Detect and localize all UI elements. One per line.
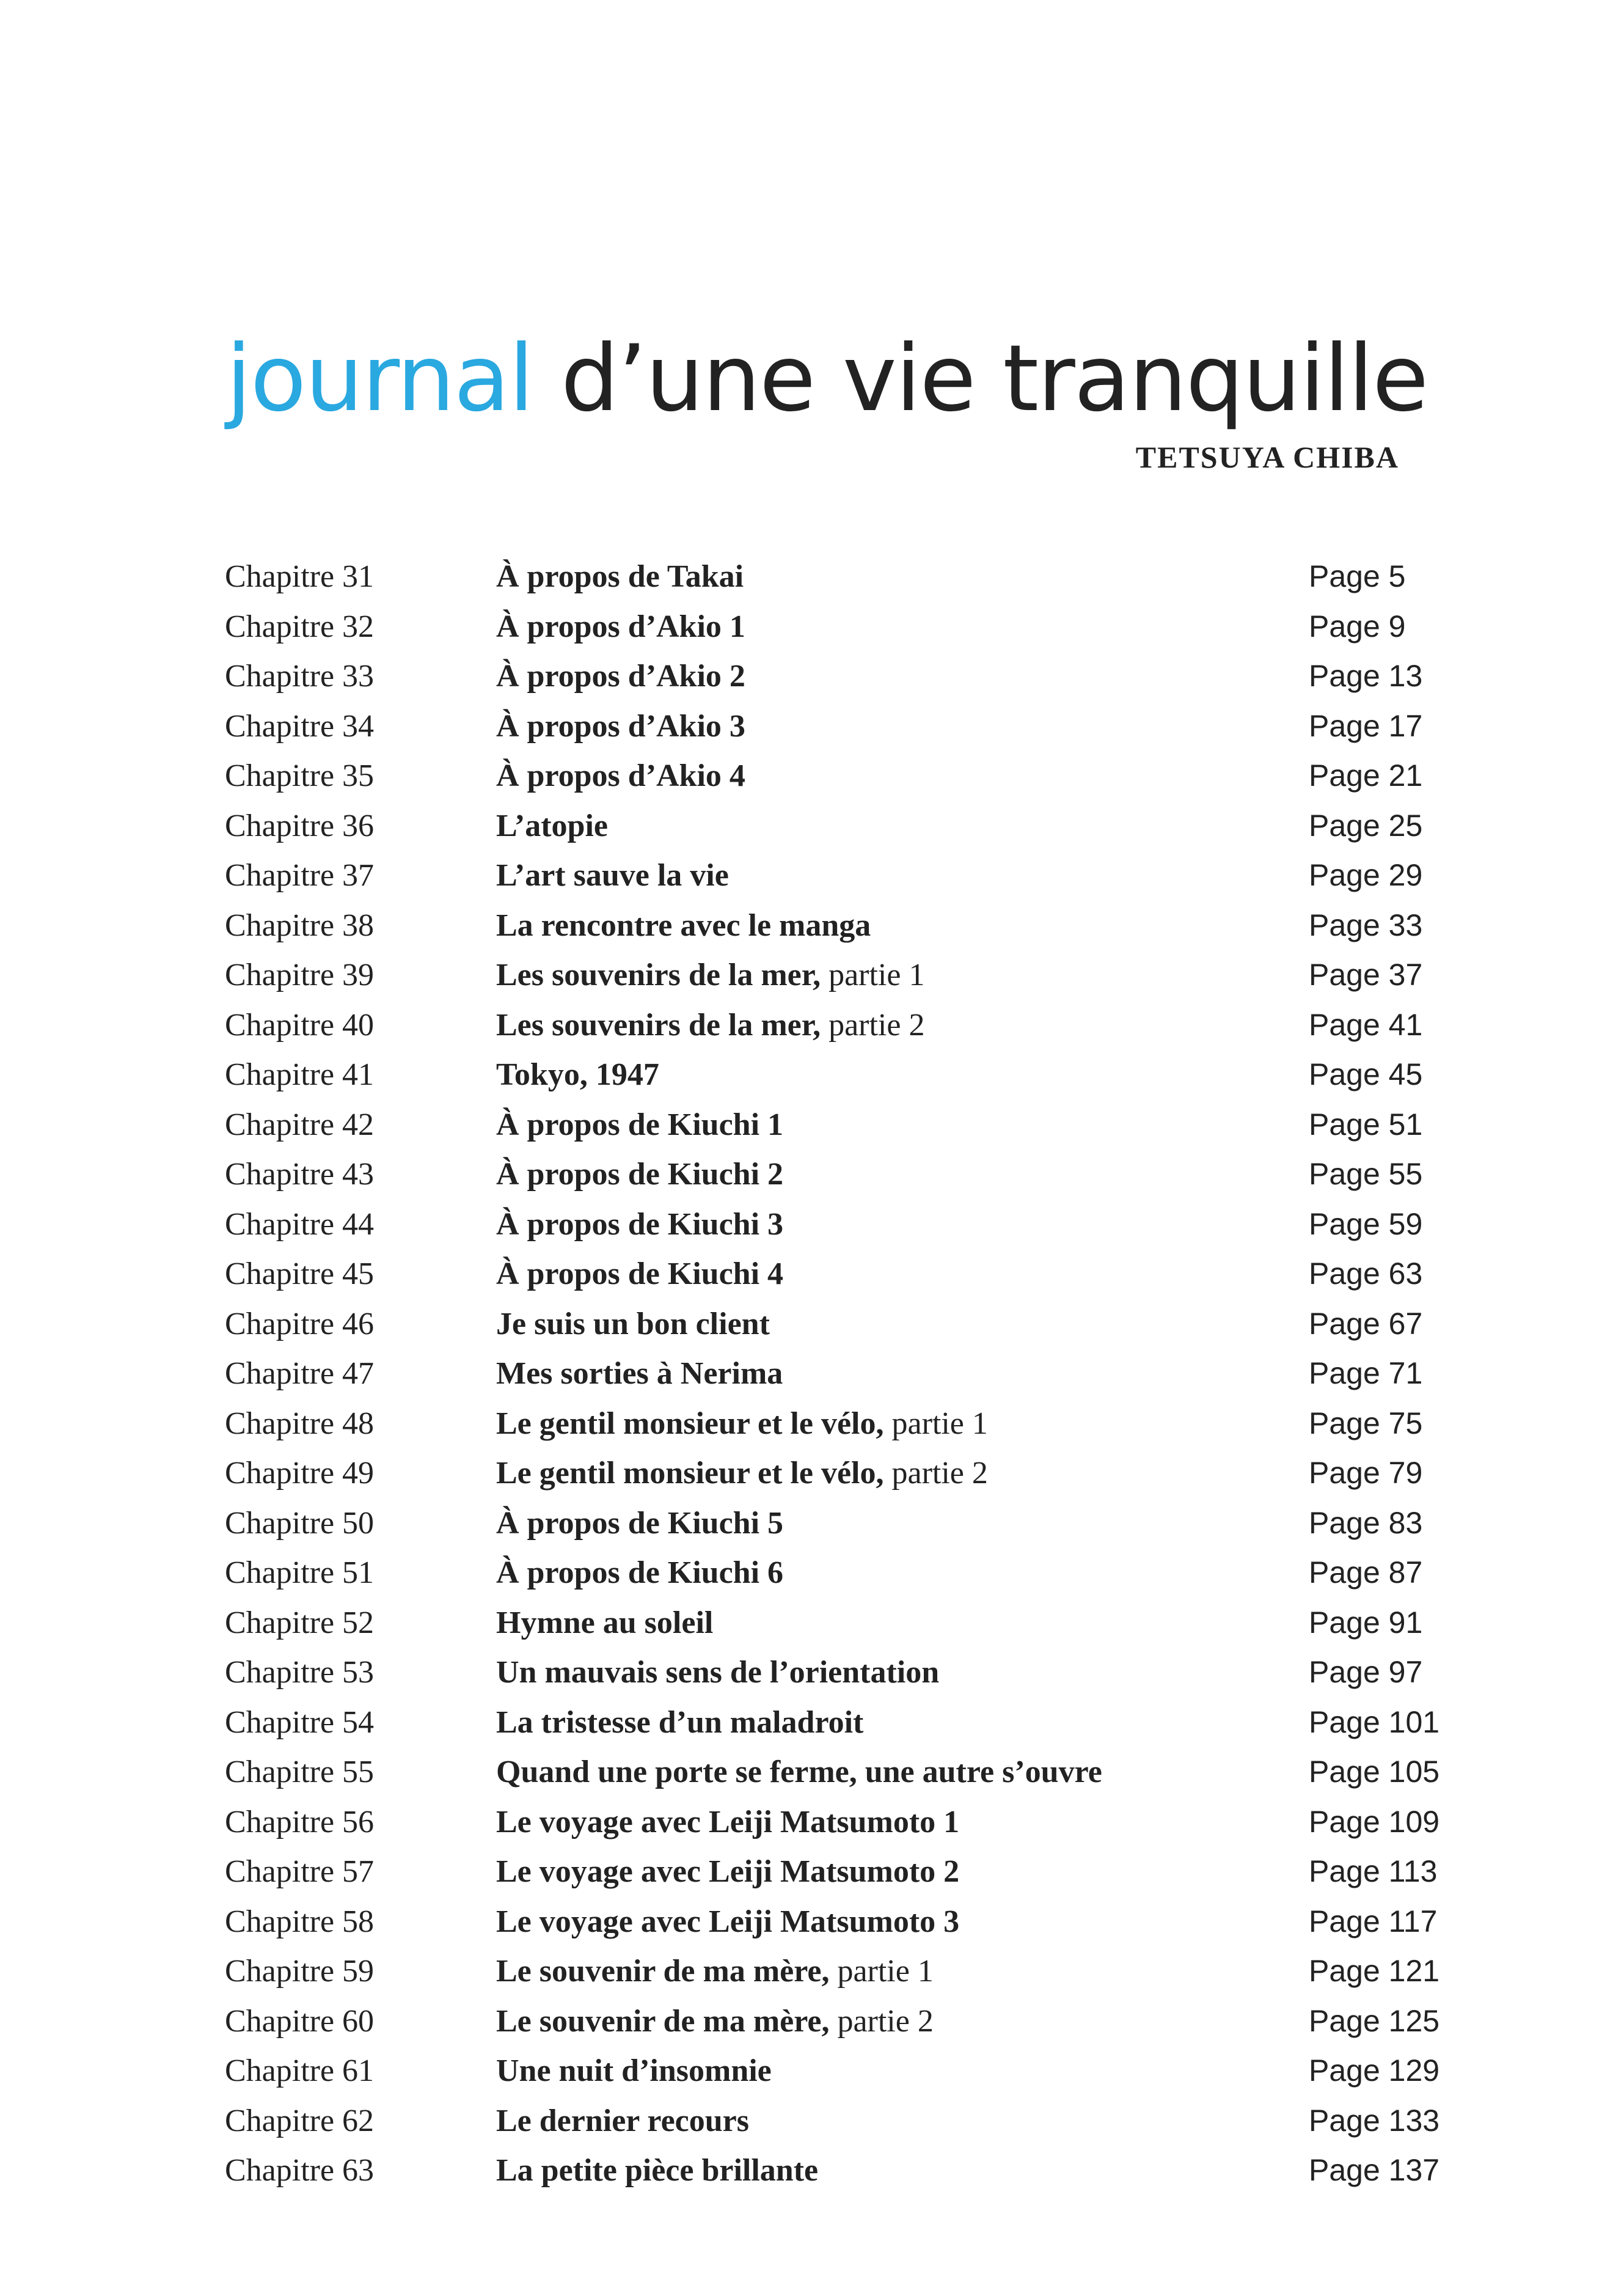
chapter-title-main: Tokyo, 1947 (496, 1057, 659, 1092)
chapter-title (496, 950, 924, 1000)
chapter-number: Chapitre 53 (225, 1655, 375, 1690)
chapter-title-main: Le dernier recours (496, 2103, 749, 2138)
chapter-title-main: Le souvenir de ma mère, (496, 1954, 830, 1989)
chapter-title (496, 1448, 988, 1498)
chapter-title (496, 901, 871, 951)
chapter-title (496, 1399, 988, 1449)
toc-entry (225, 1897, 1447, 1947)
chapter-number: Chapitre 56 (225, 1804, 375, 1839)
chapter-title (496, 702, 745, 752)
page-number: Page 63 (1309, 1256, 1423, 1291)
chapter-number: Chapitre 60 (225, 2003, 375, 2039)
chapter-number: Chapitre 55 (225, 1755, 375, 1789)
chapter-title-main: Une nuit d’insomnie (496, 2053, 772, 2088)
chapter-title-main: À propos de Kiuchi 1 (496, 1107, 784, 1142)
page-number: Page 133 (1309, 2103, 1440, 2138)
toc-entry (225, 1548, 1447, 1598)
page-number: Page 117 (1309, 1904, 1438, 1938)
chapter-title (496, 1349, 783, 1399)
toc-entry (225, 1448, 1447, 1498)
toc-entry (225, 2046, 1447, 2096)
chapter-title (496, 1897, 959, 1947)
book-title-rest: d’une vie tranquille (533, 326, 1428, 432)
page-number: Page 121 (1309, 1954, 1440, 1988)
chapter-title-main: L’art sauve la vie (496, 858, 729, 893)
chapter-title (496, 602, 745, 652)
chapter-title-part: partie 2 (883, 1456, 988, 1491)
chapter-title (496, 1050, 659, 1100)
page-number: Page 13 (1309, 659, 1423, 693)
page-number: Page 71 (1309, 1356, 1423, 1390)
chapter-title (496, 552, 744, 602)
page-number: Page 67 (1309, 1306, 1423, 1341)
page-number: Page 97 (1309, 1655, 1423, 1689)
toc-entry (225, 1000, 1447, 1051)
page-number: Page 37 (1309, 958, 1423, 992)
toc-entry (225, 651, 1447, 702)
chapter-title (496, 1548, 783, 1598)
chapter-title (496, 2096, 749, 2146)
chapter-number: Chapitre 51 (225, 1555, 375, 1590)
toc-entry (225, 702, 1447, 752)
chapter-title-main: Hymne au soleil (496, 1605, 714, 1640)
chapter-title-main: Le voyage avec Leiji Matsumoto 1 (496, 1804, 960, 1839)
chapter-number: Chapitre 54 (225, 1704, 375, 1740)
chapter-number: Chapitre 40 (225, 1007, 375, 1043)
page-number: Page 79 (1309, 1456, 1423, 1490)
page-number: Page 51 (1309, 1107, 1423, 1142)
chapter-title (496, 1299, 770, 1349)
chapter-number: Chapitre 48 (225, 1406, 375, 1441)
chapter-number: Chapitre 61 (225, 2053, 375, 2088)
toc-entry (225, 1050, 1447, 1100)
chapter-title (496, 1100, 783, 1150)
chapter-number: Chapitre 38 (225, 908, 375, 943)
chapter-title (496, 1498, 783, 1549)
chapter-number: Chapitre 62 (225, 2103, 375, 2138)
chapter-number: Chapitre 42 (225, 1107, 375, 1142)
chapter-title-main: À propos d’Akio 3 (496, 708, 745, 744)
page-number: Page 17 (1309, 708, 1423, 743)
page-number: Page 21 (1309, 758, 1423, 793)
book-title (226, 318, 1428, 440)
chapter-title (496, 1000, 924, 1051)
chapter-title-main: À propos de Takai (496, 559, 744, 594)
toc-entry (225, 851, 1447, 901)
toc-entry (225, 1150, 1447, 1200)
chapter-title-main: À propos d’Akio 4 (496, 758, 745, 793)
chapter-title (496, 801, 608, 851)
toc-entry (225, 751, 1447, 801)
chapter-number: Chapitre 35 (225, 758, 375, 793)
author-name: TETSUYA CHIBA (1135, 440, 1399, 474)
chapter-title-main: La petite pièce brillante (496, 2153, 819, 2188)
chapter-number: Chapitre 45 (225, 1256, 375, 1291)
chapter-number: Chapitre 59 (225, 1954, 375, 1989)
toc-entry (225, 801, 1447, 851)
chapter-title-main: À propos de Kiuchi 4 (496, 1256, 784, 1291)
page-number: Page 101 (1309, 1704, 1440, 1739)
chapter-title (496, 2146, 818, 2196)
table-of-contents (225, 552, 1447, 2196)
chapter-title-main: Le voyage avec Leiji Matsumoto 3 (496, 1904, 960, 1939)
page-number: Page 87 (1309, 1555, 1423, 1590)
toc-entry (225, 1498, 1447, 1549)
chapter-number: Chapitre 43 (225, 1157, 375, 1192)
chapter-title-main: À propos de Kiuchi 6 (496, 1555, 784, 1590)
chapter-number: Chapitre 31 (225, 559, 375, 594)
chapter-title-main: Les souvenirs de la mer, (496, 1007, 821, 1043)
page-number: Page 105 (1309, 1755, 1440, 1789)
book-title-accent: journal (226, 326, 533, 432)
chapter-title-main: À propos de Kiuchi 2 (496, 1157, 784, 1192)
chapter-title (496, 1150, 783, 1200)
toc-entry (225, 1797, 1447, 1847)
page-number: Page 5 (1309, 559, 1406, 593)
toc-entry (225, 1847, 1447, 1897)
page-number: Page 137 (1309, 2153, 1440, 2187)
chapter-title (496, 1946, 934, 1997)
chapter-title-main: La rencontre avec le manga (496, 908, 871, 943)
toc-entry (225, 1399, 1447, 1449)
toc-entry (225, 602, 1447, 652)
chapter-number: Chapitre 49 (225, 1456, 375, 1491)
chapter-number: Chapitre 36 (225, 808, 375, 843)
chapter-title-main: À propos de Kiuchi 5 (496, 1505, 784, 1541)
page-number: Page 9 (1309, 609, 1406, 644)
chapter-title (496, 1249, 783, 1299)
chapter-title-part: partie 2 (821, 1007, 925, 1043)
page-number: Page 41 (1309, 1007, 1423, 1042)
chapter-title-main: Le souvenir de ma mère, (496, 2003, 830, 2039)
chapter-title-main: Un mauvais sens de l’orientation (496, 1655, 940, 1690)
chapter-title-main: À propos de Kiuchi 3 (496, 1206, 784, 1242)
page-number: Page 125 (1309, 2003, 1440, 2038)
chapter-title (496, 651, 745, 702)
chapter-title-main: Quand une porte se ferme, une autre s’ouvre (496, 1755, 1102, 1789)
chapter-title (496, 1598, 713, 1648)
page-number: Page 33 (1309, 908, 1423, 942)
chapter-number: Chapitre 57 (225, 1854, 375, 1889)
toc-entry (225, 950, 1447, 1000)
toc-entry (225, 2146, 1447, 2196)
chapter-number: Chapitre 63 (225, 2153, 375, 2188)
chapter-title-main: Je suis un bon client (496, 1306, 770, 1341)
page-number: Page 55 (1309, 1157, 1423, 1191)
chapter-number: Chapitre 37 (225, 858, 375, 893)
page-number: Page 83 (1309, 1505, 1423, 1540)
chapter-number: Chapitre 44 (225, 1206, 375, 1242)
chapter-number: Chapitre 33 (225, 659, 375, 694)
chapter-title-main: Les souvenirs de la mer, (496, 958, 821, 992)
chapter-title-main: La tristesse d’un maladroit (496, 1704, 864, 1740)
toc-entry (225, 552, 1447, 602)
page-number: Page 29 (1309, 858, 1423, 892)
chapter-title-main: Le voyage avec Leiji Matsumoto 2 (496, 1854, 960, 1889)
page-number: Page 113 (1309, 1854, 1438, 1888)
chapter-title-main: Le gentil monsieur et le vélo, (496, 1406, 884, 1441)
page-number: Page 25 (1309, 808, 1423, 843)
toc-entry (225, 1648, 1447, 1698)
chapter-title (496, 1200, 783, 1250)
toc-entry (225, 1200, 1447, 1250)
chapter-title (496, 1797, 959, 1847)
chapter-title-main: Le gentil monsieur et le vélo, (496, 1456, 884, 1491)
toc-entry (225, 1698, 1447, 1748)
chapter-title-main: Mes sorties à Nerima (496, 1356, 783, 1391)
chapter-number: Chapitre 47 (225, 1356, 375, 1391)
chapter-title-main: À propos d’Akio 2 (496, 659, 745, 694)
toc-entry (225, 2096, 1447, 2146)
chapter-title-part: partie 2 (829, 2003, 934, 2039)
chapter-number: Chapitre 41 (225, 1057, 375, 1092)
chapter-title-part: partie 1 (829, 1954, 934, 1989)
chapter-title (496, 751, 745, 801)
toc-entry (225, 1598, 1447, 1648)
chapter-title (496, 1698, 863, 1748)
chapter-title (496, 1747, 1102, 1797)
toc-entry (225, 1349, 1447, 1399)
page-number: Page 59 (1309, 1206, 1423, 1241)
chapter-title-main: À propos d’Akio 1 (496, 609, 745, 644)
toc-entry (225, 1299, 1447, 1349)
chapter-title (496, 2046, 772, 2096)
page-number: Page 129 (1309, 2053, 1440, 2088)
page-number: Page 45 (1309, 1057, 1423, 1091)
toc-entry (225, 1946, 1447, 1997)
chapter-number: Chapitre 46 (225, 1306, 375, 1341)
toc-entry (225, 1747, 1447, 1797)
chapter-number: Chapitre 58 (225, 1904, 375, 1939)
chapter-title (496, 1648, 939, 1698)
page-number: Page 109 (1309, 1804, 1440, 1839)
page-number: Page 75 (1309, 1406, 1423, 1440)
chapter-title-main: L’atopie (496, 808, 608, 843)
chapter-title-part: partie 1 (821, 958, 925, 992)
chapter-title (496, 1847, 959, 1897)
toc-entry (225, 1249, 1447, 1299)
chapter-number: Chapitre 52 (225, 1605, 375, 1640)
chapter-number: Chapitre 32 (225, 609, 375, 644)
page-number: Page 91 (1309, 1605, 1423, 1640)
toc-entry (225, 1997, 1447, 2047)
chapter-number: Chapitre 34 (225, 708, 375, 744)
chapter-title-part: partie 1 (883, 1406, 988, 1441)
chapter-number: Chapitre 39 (225, 958, 375, 992)
chapter-title (496, 1997, 934, 2047)
toc-entry (225, 1100, 1447, 1150)
chapter-number: Chapitre 50 (225, 1505, 375, 1541)
chapter-title (496, 851, 729, 901)
toc-entry (225, 901, 1447, 951)
